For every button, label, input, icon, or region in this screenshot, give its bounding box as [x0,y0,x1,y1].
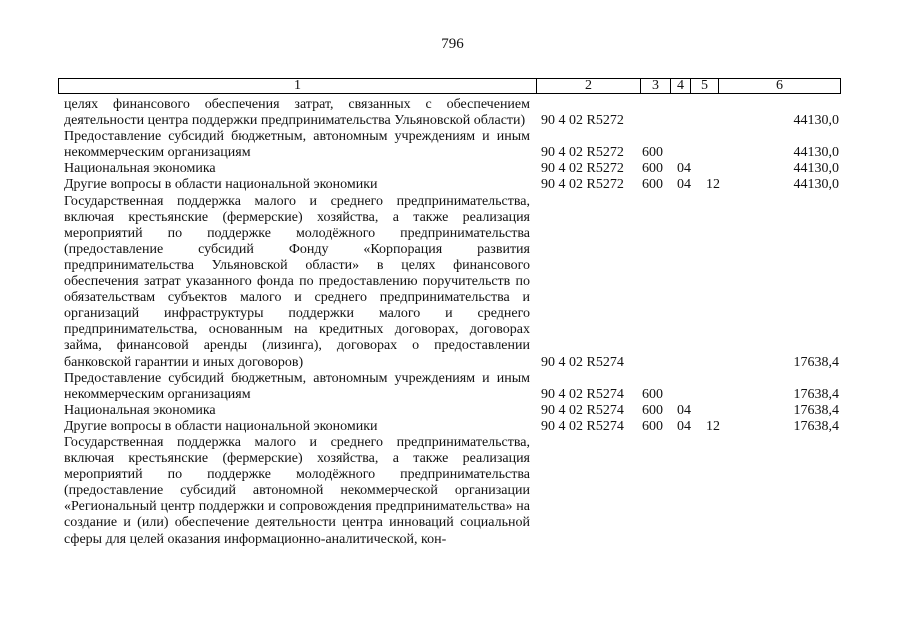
row-amount: 44130,0 [793,161,839,177]
row-description: Национальная экономика [64,161,216,177]
row-amount: 44130,0 [793,113,839,129]
table-row [0,435,905,548]
row-code: 90 4 02 R5274 [541,418,624,434]
row-code: 90 4 02 R5272 [541,161,624,177]
table-row [0,371,905,403]
row-description: Национальная экономика [64,402,216,418]
row-description: Государственная поддержка малого и среднего предпринимательства, включая крестьянские (фермерские) хозяйства, а также реализация мероприятий по поддержке молодёжного предпринимательства (предоставление субсидий автономной некоммерческой организации «Региональный центр поддержки и сопровождения предпринимательства» на создание и (или) обеспечение деятельности центра инноваций социальной сферы для целей оказания информационно-аналитической, кон- [64,434,530,547]
table-row [0,403,905,419]
row-code: 90 4 02 R5272 [541,113,624,129]
row-col4: 04 [677,418,691,434]
row-col4: 04 [677,177,691,193]
row-col4: 04 [677,161,691,177]
row-description: Предоставление субсидий бюджетным, автономным учреждениям и иным некоммерческим организациям [64,370,530,402]
table-row [0,194,905,371]
table-header [58,78,841,94]
column-header-6: 6 [776,78,783,93]
column-header-4: 4 [671,79,691,93]
row-code: 90 4 02 R5272 [541,177,624,193]
table-body [0,97,905,548]
row-col3: 600 [642,177,663,193]
row-amount: 44130,0 [793,145,839,161]
row-amount: 17638,4 [793,354,839,370]
row-col4: 04 [677,402,691,418]
row-code: 90 4 02 R5274 [541,402,624,418]
row-amount: 17638,4 [793,402,839,418]
row-col3: 600 [642,402,663,418]
row-col3: 600 [642,161,663,177]
row-code: 90 4 02 R5274 [541,354,624,370]
table-row [0,419,905,435]
row-description: Другие вопросы в области национальной экономики [64,177,378,193]
table-row [0,129,905,161]
row-description: Предоставление субсидий бюджетным, автономным учреждениям и иным некоммерческим организациям [64,129,530,161]
column-header-2: 2 [537,79,641,93]
column-header-5: 5 [691,79,719,93]
row-code: 90 4 02 R5274 [541,386,624,402]
row-col3: 600 [642,386,663,402]
row-description: Государственная поддержка малого и среднего предпринимательства, включая крестьянские (фермерские) хозяйства, а также реализация мероприятий по поддержке молодёжного предпринимательства (предоставление субсидий Фонду «Корпорация развития предпринимательства Ульяновской области» в целях финансового обеспечения затрат указанного фонда по предоставлению поручительств по обязательствам субъектов малого и среднего предпринимательства и организаций инфраструктуры поддержки малого и среднего предпринимательства, основанным на кредитных договорах, договорах займа, финансовой аренды (лизинга), договорах о предоставлении банковской гарантии и иных договоров) [64,193,530,370]
table-row [0,161,905,177]
row-col5: 12 [706,177,720,193]
column-header-3: 3 [641,79,671,93]
table-row [0,97,905,129]
row-amount: 17638,4 [793,386,839,402]
row-amount: 44130,0 [793,177,839,193]
page-number: 796 [441,36,464,52]
row-col5: 12 [706,418,720,434]
row-col3: 600 [642,418,663,434]
table-row [0,177,905,193]
row-col3: 600 [642,145,663,161]
row-description: целях финансового обеспечения затрат, связанных с обеспечением деятельности центра поддержки предпринимательства Ульяновской области) [64,97,530,129]
column-header-1: 1 [59,79,537,93]
row-description: Другие вопросы в области национальной экономики [64,418,378,434]
row-code: 90 4 02 R5272 [541,145,624,161]
row-amount: 17638,4 [793,418,839,434]
